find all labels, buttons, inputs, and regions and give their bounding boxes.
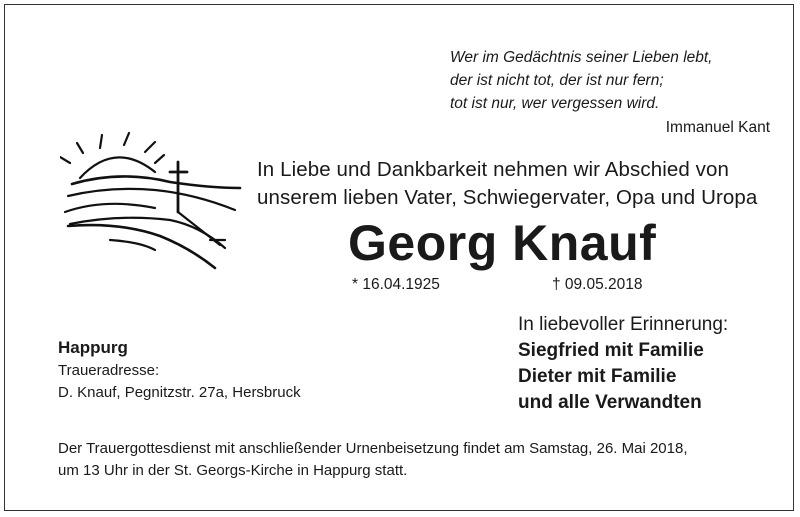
address-place: Happurg	[58, 338, 128, 357]
memorial-quote	[450, 46, 770, 139]
deceased-name: Georg Knauf	[348, 215, 657, 271]
mourners-heading: In liebevoller Erinnerung:	[518, 314, 729, 335]
service-line: um 13 Uhr in der St. Georgs-Kirche in Happurg statt.	[58, 462, 408, 479]
mourning-address	[58, 336, 358, 404]
address-value: D. Knauf, Pegnitzstr. 27a, Hersbruck	[58, 384, 301, 401]
mourner-name: Dieter mit Familie	[518, 366, 677, 387]
mourner-name: und alle Verwandten	[518, 392, 702, 413]
sunrise-hills-cross-icon	[60, 130, 245, 275]
quote-line: tot ist nur, wer vergessen wird.	[450, 95, 660, 112]
intro-line: unserem lieben Vater, Schwiegervater, Opa und Uropa	[257, 186, 758, 209]
farewell-intro	[257, 156, 777, 212]
quote-line: Wer im Gedächtnis seiner Lieben lebt,	[450, 49, 713, 66]
intro-line: In Liebe und Dankbarkeit nehmen wir Abschied von	[257, 158, 730, 181]
mourner-name: Siegfried mit Familie	[518, 340, 704, 361]
funeral-service-notice	[58, 438, 788, 482]
mourners-block	[518, 312, 788, 416]
address-label: Traueradresse:	[58, 362, 160, 379]
quote-line: der ist nicht tot, der ist nur fern;	[450, 72, 664, 89]
birth-date: * 16.04.1925	[352, 276, 440, 293]
quote-author: Immanuel Kant	[665, 119, 770, 136]
service-line: Der Trauergottesdienst mit anschließender Urnenbeisetzung findet am Samstag, 26. Mai 2018,	[58, 440, 688, 457]
death-date: † 09.05.2018	[552, 276, 643, 293]
